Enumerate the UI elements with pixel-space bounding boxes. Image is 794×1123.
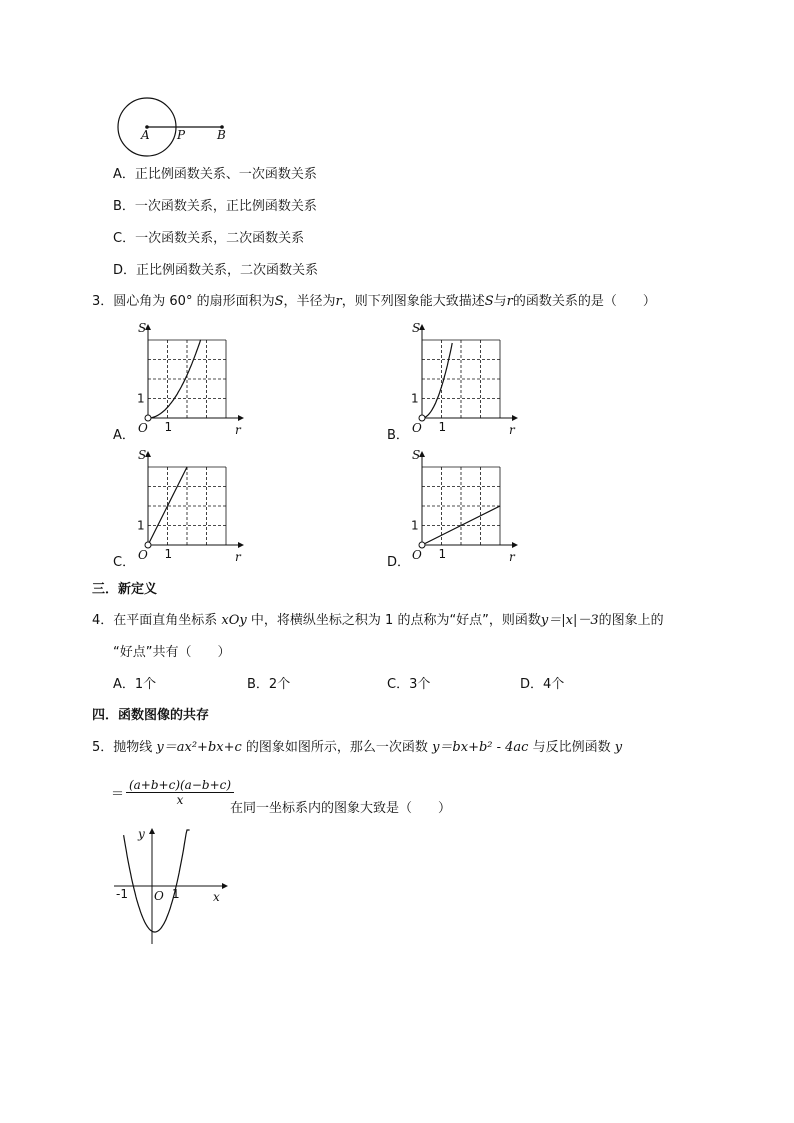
x-axis-arrow xyxy=(512,542,518,548)
label-s: S xyxy=(138,321,147,335)
q3-graph-d xyxy=(404,448,515,564)
label-x-one: 1 xyxy=(438,420,447,434)
label-b: B xyxy=(217,128,226,142)
q5-fraction-numerator: (a+b+c)(a−b+c) xyxy=(126,778,234,793)
q3-graph-c xyxy=(130,448,241,564)
function-curve xyxy=(422,343,452,418)
label-x-one: 1 xyxy=(164,420,173,434)
q3-option-a-letter: A． xyxy=(113,428,135,443)
label-origin: O xyxy=(412,421,422,435)
label-a: A xyxy=(141,128,150,142)
q4-stem-line2: “好点”共有（ ） xyxy=(113,645,231,660)
label-s: S xyxy=(412,321,421,335)
label-y: y xyxy=(138,827,145,841)
label-r: r xyxy=(509,423,515,437)
q3-stem: 3．圆心角为 60° 的扇形面积为S，半径为r，则下列图象能大致描述S与r的函数关系的是（ ） xyxy=(92,294,656,309)
q5-stem-line2: 在同一坐标系内的图象大致是（ ） xyxy=(230,801,452,816)
q5-stem-line1: 5．抛物线 y＝ax²+bx+c 的图象如图所示，那么一次函数 y＝bx+b² - 4ac 与反比例函数 y xyxy=(92,740,623,755)
q2-option-a: A．正比例函数关系、一次函数关系 xyxy=(113,167,317,182)
q3-option-b-letter: B． xyxy=(387,428,409,443)
label-y-one: 1 xyxy=(137,391,145,406)
label-y-one: 1 xyxy=(411,518,419,533)
label-y-one: 1 xyxy=(137,518,145,533)
label-origin: O xyxy=(138,421,148,435)
x-axis-arrow xyxy=(512,415,518,421)
label-x-one: 1 xyxy=(438,547,447,561)
q3-graph-b xyxy=(404,321,515,437)
label-origin: O xyxy=(138,548,148,562)
label-r: r xyxy=(509,550,515,564)
section-new-definition: 三．新定义 xyxy=(92,582,158,597)
q3-option-c-letter: C． xyxy=(113,555,136,570)
label-x-one: 1 xyxy=(164,547,173,561)
x-axis-arrow xyxy=(222,883,228,889)
q5-fraction xyxy=(126,778,234,807)
q4-option-b: B．2个 xyxy=(247,677,291,692)
label-one: 1 xyxy=(172,887,180,901)
label-s: S xyxy=(138,448,147,462)
q4-option-a: A．1个 xyxy=(113,677,157,692)
label-r: r xyxy=(235,550,241,564)
q3-option-d-letter: D． xyxy=(387,555,411,570)
label-r: r xyxy=(235,423,241,437)
label-s: S xyxy=(412,448,421,462)
parabola-curve xyxy=(124,830,190,932)
y-axis-arrow xyxy=(149,828,155,834)
x-axis-arrow xyxy=(238,415,244,421)
section-graph-coexistence: 四．函数图像的共存 xyxy=(92,708,210,723)
label-x: x xyxy=(213,890,220,904)
circle-segment-figure xyxy=(110,92,240,154)
q2-option-c: C．一次函数关系，二次函数关系 xyxy=(113,231,305,246)
q4-option-c: C．3个 xyxy=(387,677,431,692)
label-origin: O xyxy=(154,889,164,903)
q4-option-d: D．4个 xyxy=(520,677,565,692)
label-neg1: -1 xyxy=(116,887,128,901)
label-origin: O xyxy=(412,548,422,562)
q4-stem-line1: 4．在平面直角坐标系 xOy 中，将横纵坐标之积为 1 的点称为“好点”，则函数y＝|x|－3的图象上的 xyxy=(92,613,664,628)
parabola-graph xyxy=(110,826,230,951)
label-p: P xyxy=(177,128,186,142)
q3-graph-a xyxy=(130,321,241,437)
q5-fraction-denominator: x xyxy=(176,793,184,807)
label-y-one: 1 xyxy=(411,391,419,406)
q2-option-b: B．一次函数关系，正比例函数关系 xyxy=(113,199,317,214)
q2-option-d: D．正比例函数关系，二次函数关系 xyxy=(113,263,319,278)
q5-eq-sign: ＝ xyxy=(111,787,125,802)
x-axis-arrow xyxy=(238,542,244,548)
